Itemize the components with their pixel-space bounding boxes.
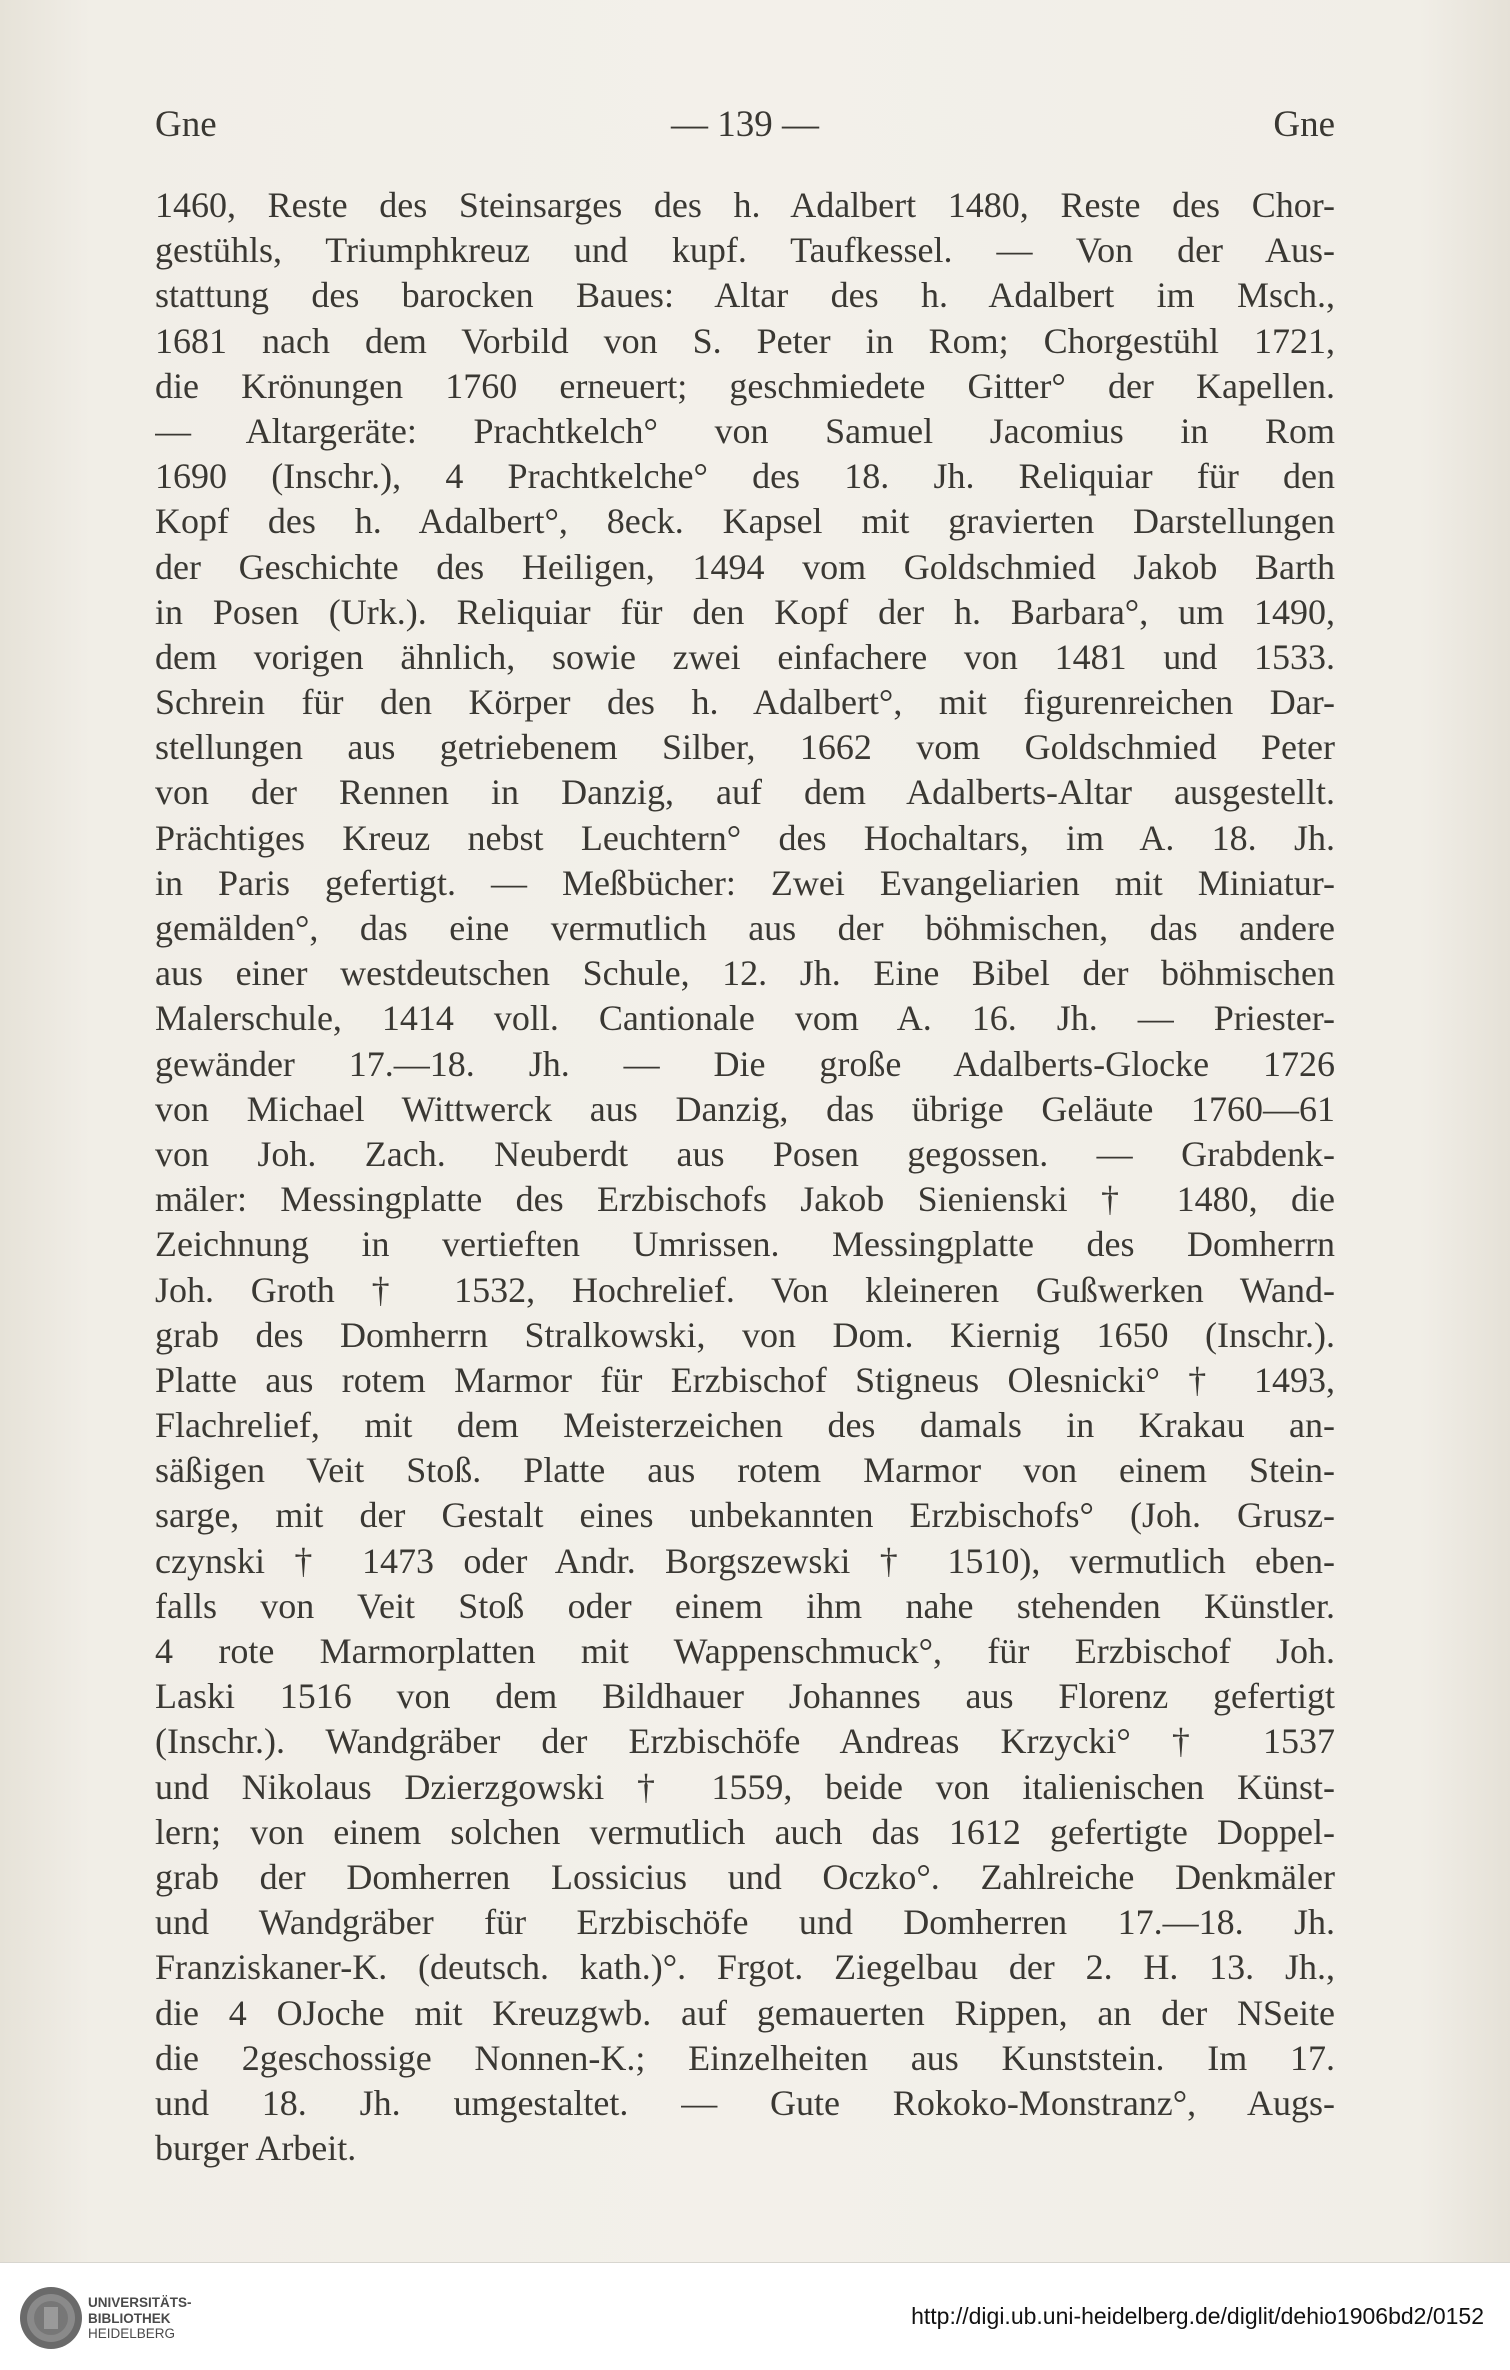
text-line: mäler: Messingplatte des Erzbischofs Jakob Sienienski † 1480, die xyxy=(155,1179,1335,1220)
text-line: Malerschule, 1414 voll. Cantionale vom A. 16. Jh. — Priester- xyxy=(155,998,1335,1039)
body-text xyxy=(155,183,1335,2171)
running-header xyxy=(155,95,1335,155)
text-line: — Altargeräte: Prachtkelch° von Samuel Jacomius in Rom xyxy=(155,410,1335,451)
text-line: 4 rote Marmorplatten mit Wappenschmuck°, für Erzbischof Joh. xyxy=(155,1631,1335,1671)
text-line: Franziskaner-K. (deutsch. kath.)°. Frgot. Ziegelbau der 2. H. 13. Jh., xyxy=(155,1947,1335,1988)
text-line: czynski † 1473 oder Andr. Borgszewski † 1510), vermutlich eben- xyxy=(155,1540,1335,1581)
text-line: von Joh. Zach. Neuberdt aus Posen gegossen. — Grabdenk- xyxy=(155,1133,1335,1174)
text-line: Platte aus rotem Marmor für Erzbischof Stigneus Olesnicki° † 1493, xyxy=(155,1359,1335,1400)
text-line: stattung des barocken Baues: Altar des h. Adalbert im Msch., xyxy=(155,275,1335,316)
text-line: Laski 1516 von dem Bildhauer Johannes aus Florenz gefertigt xyxy=(155,1676,1335,1717)
text-line: gewänder 17.—18. Jh. — Die große Adalberts-Glocke 1726 xyxy=(155,1043,1335,1084)
text-line: in Posen (Urk.). Reliquiar für den Kopf der h. Barbara°, um 1490, xyxy=(155,591,1335,632)
text-line: die 4 OJoche mit Kreuzgwb. auf gemauerten Rippen, an der NSeite xyxy=(155,1992,1335,2033)
text-line: Joh. Groth † 1532, Hochrelief. Von kleineren Gußwerken Wand- xyxy=(155,1269,1335,1310)
header-right: Gne xyxy=(1273,104,1335,145)
text-line: 1681 nach dem Vorbild von S. Peter in Rom; Chorgestühl 1721, xyxy=(155,320,1335,361)
text-line: sarge, mit der Gestalt eines unbekannten Erzbischofs° (Joh. Grusz- xyxy=(155,1495,1335,1536)
text-line: dem vorigen ähnlich, sowie zwei einfachere von 1481 und 1533. xyxy=(155,636,1335,677)
text-line: und Wandgräber für Erzbischöfe und Domherren 17.—18. Jh. xyxy=(155,1902,1335,1943)
text-line: burger Arbeit. xyxy=(155,2128,357,2169)
text-line: gemälden°, das eine vermutlich aus der böhmischen, das andere xyxy=(155,908,1335,948)
library-line-1: UNIVERSITÄTS- xyxy=(88,2295,192,2310)
text-line: (Inschr.). Wandgräber der Erzbischöfe Andreas Krzycki° † 1537 xyxy=(155,1721,1335,1762)
text-line: von Michael Wittwerck aus Danzig, das übrige Geläute 1760—61 xyxy=(155,1088,1335,1129)
library-line-2: BIBLIOTHEK xyxy=(88,2310,171,2326)
text-line: säßigen Veit Stoß. Platte aus rotem Marmor von einem Stein- xyxy=(155,1450,1335,1491)
text-line: Prächtiges Kreuz nebst Leuchtern° des Hochaltars, im A. 18. Jh. xyxy=(155,817,1335,858)
page-number: — 139 — xyxy=(671,104,819,145)
text-line: aus einer westdeutschen Schule, 12. Jh. Eine Bibel der böhmischen xyxy=(155,953,1335,994)
text-line: Kopf des h. Adalbert°, 8eck. Kapsel mit gravierten Darstellungen xyxy=(155,501,1335,542)
text-line: die 2geschossige Nonnen-K.; Einzelheiten aus Kunststein. Im 17. xyxy=(155,2037,1335,2078)
text-line: stellungen aus getriebenem Silber, 1662 vom Goldschmied Peter xyxy=(155,727,1335,768)
text-line: von der Rennen in Danzig, auf dem Adalberts-Altar ausgestellt. xyxy=(155,772,1335,813)
text-line: Flachrelief, mit dem Meisterzeichen des damals in Krakau an- xyxy=(155,1405,1335,1446)
text-line: der Geschichte des Heiligen, 1494 vom Goldschmied Jakob Barth xyxy=(155,546,1335,587)
text-line: 1460, Reste des Steinsarges des h. Adalbert 1480, Reste des Chor- xyxy=(155,185,1335,225)
text-line: grab des Domherrn Stralkowski, von Dom. Kiernig 1650 (Inschr.). xyxy=(155,1314,1335,1355)
text-line: Zeichnung in vertieften Umrissen. Messingplatte des Domherrn xyxy=(155,1224,1335,1265)
text-line: und 18. Jh. umgestaltet. — Gute Rokoko-Monstranz°, Augs- xyxy=(155,2082,1335,2123)
viewer-footer xyxy=(0,2262,1510,2370)
header-left: Gne xyxy=(155,104,217,145)
text-line: in Paris gefertigt. — Meßbücher: Zwei Evangeliarien mit Miniatur- xyxy=(155,862,1335,903)
text-line: falls von Veit Stoß oder einem ihm nahe stehenden Künstler. xyxy=(155,1585,1335,1626)
library-line-3: HEIDELBERG xyxy=(88,2326,176,2341)
text-line: Schrein für den Körper des h. Adalbert°, mit figurenreichen Dar- xyxy=(155,682,1335,723)
library-seal-icon xyxy=(18,2285,84,2351)
text-line: die Krönungen 1760 erneuert; geschmiedete Gitter° der Kapellen. xyxy=(155,365,1335,406)
text-line: 1690 (Inschr.), 4 Prachtkelche° des 18. Jh. Reliquiar für den xyxy=(155,456,1335,497)
text-line: und Nikolaus Dzierzgowski † 1559, beide von italienischen Künst- xyxy=(155,1766,1335,1807)
library-name xyxy=(88,2295,192,2342)
text-line: lern; von einem solchen vermutlich auch das 1612 gefertigte Doppel- xyxy=(155,1811,1335,1852)
permalink-url[interactable]: http://digi.ub.uni-heidelberg.de/diglit/dehio1906bd2/0152 xyxy=(911,2303,1484,2329)
text-line: gestühls, Triumphkreuz und kupf. Taufkessel. — Von der Aus- xyxy=(155,230,1335,271)
text-line: grab der Domherren Lossicius und Oczko°. Zahlreiche Denkmäler xyxy=(155,1856,1335,1897)
